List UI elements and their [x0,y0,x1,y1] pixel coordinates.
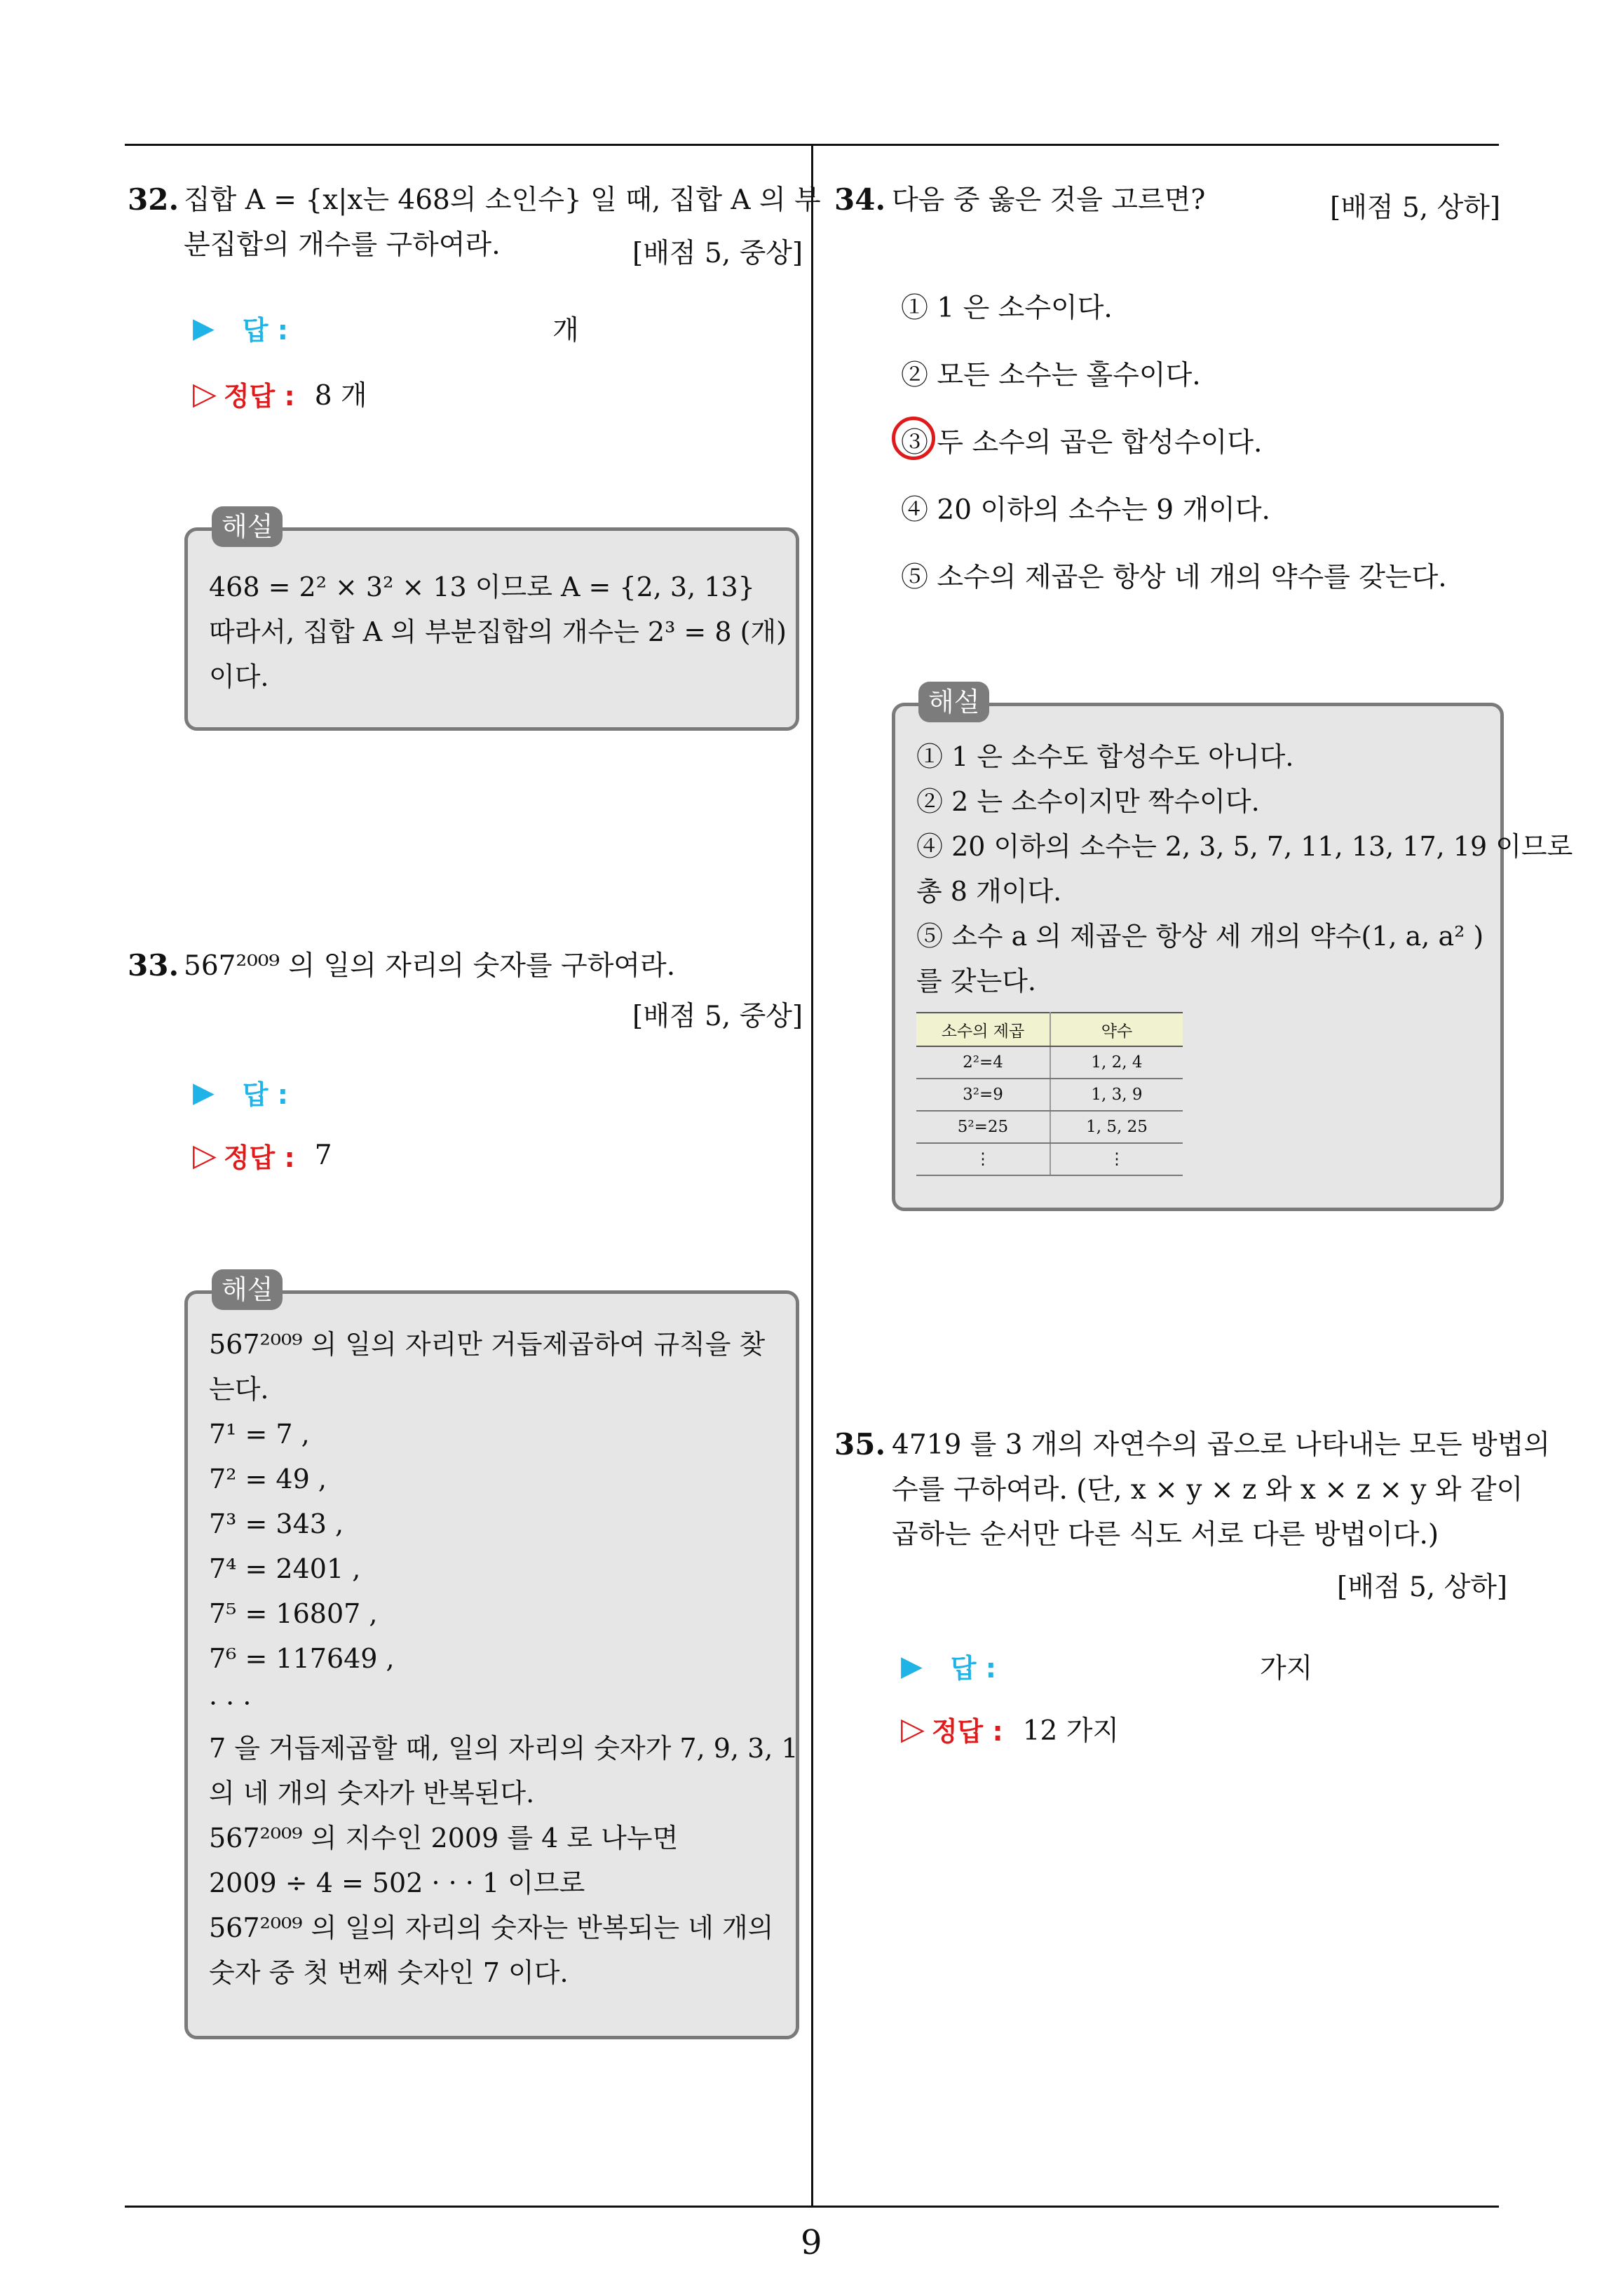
q35-correct-row [901,1709,1119,1748]
q32-explain-line: 따라서, 집합 A 의 부분집합의 개수는 2³ = 8 (개) [209,616,787,647]
q34-number: 34. [834,182,886,217]
page-number: 9 [801,2223,822,2262]
table-cell: 1, 3, 9 [1050,1079,1183,1111]
q32-question-line2: 분집합의 개수를 구하여라. [184,229,501,261]
q33-correct-value: 7 [314,1140,332,1171]
q34-option-5: ⑤ 소수의 제곱은 항상 네 개의 약수를 갖는다. [901,562,1447,593]
table-cell: 5²=25 [916,1111,1050,1143]
q32-answer-label: 답 : [242,315,288,346]
q34-option-2: ② 모든 소수는 홀수이다. [901,360,1201,391]
q35-answer-row [901,1647,996,1685]
q34-points: [배점 5, 상하] [1330,192,1501,224]
q33-explain-line: 7 을 거듭제곱할 때, 일의 자리의 숫자가 7, 9, 3, 1 [209,1733,799,1764]
q34-option-3: ③ 두 소수의 곱은 합성수이다. [901,427,1263,459]
q32-correct-label: 정답 : [223,380,295,412]
q34-explain-line: 를 갖는다. [916,966,1036,997]
q32-question-line1: 집합 A = {x|x는 468의 소인수} 일 때, 집합 A 의 부 [184,184,821,216]
q33-explain-line: · · · [209,1688,252,1719]
play-triangle-icon: ▶ [901,1649,923,1682]
q32-explain-line: 468 = 2² × 3² × 13 이므로 A = {2, 3, 13} [209,572,755,602]
q33-correct-row [193,1136,332,1175]
q33-points: [배점 5, 중상] [632,1001,803,1032]
q34-option-1: ① 1 은 소수이다. [901,292,1113,324]
table-cell: ⋮ [916,1143,1050,1175]
q33-explain-line: 567²⁰⁰⁹ 의 일의 자리의 숫자는 반복되는 네 개의 [209,1912,774,1943]
q33-answer-label: 답 : [242,1079,288,1110]
q34-option-4: ④ 20 이하의 소수는 9 개이다. [901,494,1270,526]
q33-explain-line: 2009 ÷ 4 = 502 · · · 1 이므로 [209,1868,585,1898]
outline-triangle-icon: ▷ [901,1710,925,1747]
answer-mark-circle [892,417,935,460]
q32-explain-line: 이다. [209,661,269,692]
q35-correct-label: 정답 : [931,1715,1003,1747]
bottom-rule [125,2206,1499,2208]
q33-number: 33. [128,948,179,982]
q34-explain-line: ⑤ 소수 a 의 제곱은 항상 세 개의 약수(1, a, a² ) [916,921,1484,952]
q32-explain-tag: 해설 [212,506,283,547]
q33-explain-tag: 해설 [212,1269,283,1310]
table-row [916,1111,1183,1143]
q33-explain-line: 7⁴ = 2401 , [209,1553,361,1584]
table-cell: 2²=4 [916,1046,1050,1079]
q34-explain-line: ④ 20 이하의 소수는 2, 3, 5, 7, 11, 13, 17, 19 이므로 [916,831,1573,862]
q34-question-line1: 다음 중 옳은 것을 고르면? [892,184,1206,216]
table-row [916,1046,1183,1079]
q35-question-line2: 수를 구하여라. (단, x × y × z 와 x × z × y 와 같이 [892,1474,1523,1506]
q34-explain-line: ① 1 은 소수도 합성수도 아니다. [916,741,1294,772]
table-cell: 1, 2, 4 [1050,1046,1183,1079]
q35-number: 35. [834,1427,886,1461]
table-row [916,1079,1183,1111]
q33-explain-line: 7² = 49 , [209,1464,327,1494]
table-header: 소수의 제곱 [916,1013,1050,1046]
play-triangle-icon: ▶ [193,311,215,344]
play-triangle-icon: ▶ [193,1076,215,1109]
q34-explanation-box [892,703,1573,1211]
q32-correct-row [193,374,367,413]
outline-triangle-icon: ▷ [193,375,217,412]
q33-explain-line: 7⁶ = 117649 , [209,1643,395,1674]
q34-explain-tag: 해설 [918,682,989,722]
q33-explanation-box [184,1290,799,2039]
table-cell: ⋮ [1050,1143,1183,1175]
q32-points: [배점 5, 중상] [632,238,803,269]
q35-question-line3: 곱하는 순서만 다른 식도 서로 다른 방법이다.) [892,1519,1439,1551]
q33-explain-line: 567²⁰⁰⁹ 의 지수인 2009 를 4 로 나누면 [209,1823,679,1853]
q34-explain-line: 총 8 개이다. [916,876,1062,907]
table-row [916,1143,1183,1175]
table-header: 약수 [1050,1013,1183,1046]
q33-correct-label: 정답 : [223,1142,295,1173]
q35-answer-unit: 가지 [1260,1653,1313,1684]
table-cell: 3²=9 [916,1079,1050,1111]
q35-correct-value: 12 가지 [1022,1715,1120,1747]
q33-explain-line: 숫자 중 첫 번째 숫자인 7 이다. [209,1957,569,1988]
q35-points: [배점 5, 상하] [1337,1572,1508,1603]
q33-question-line1: 567²⁰⁰⁹ 의 일의 자리의 숫자를 구하여라. [184,950,676,982]
column-divider [811,145,813,2207]
q32-answer-row [193,309,288,347]
q32-correct-value: 8 개 [314,380,367,412]
q32-answer-unit: 개 [552,315,579,346]
prime-square-divisor-table [916,1012,1183,1176]
outline-triangle-icon: ▷ [193,1137,217,1173]
q35-question-line1: 4719 를 3 개의 자연수의 곱으로 나타내는 모든 방법의 [892,1429,1551,1461]
table-cell: 1, 5, 25 [1050,1111,1183,1143]
q33-explain-line: 의 네 개의 숫자가 반복된다. [209,1778,535,1809]
q33-explain-line: 567²⁰⁰⁹ 의 일의 자리만 거듭제곱하여 규칙을 찾 [209,1329,766,1360]
q32-number: 32. [128,182,179,217]
q33-explain-line: 는다. [209,1374,269,1405]
q33-explain-line: 7³ = 343 , [209,1508,344,1539]
q33-explain-line: 7⁵ = 16807 , [209,1598,378,1629]
q34-explain-line: ② 2 는 소수이지만 짝수이다. [916,786,1260,817]
q32-explanation-box [184,527,799,731]
q35-answer-label: 답 : [950,1653,996,1684]
q33-explain-line: 7¹ = 7 , [209,1419,310,1450]
q33-answer-row [193,1073,288,1112]
